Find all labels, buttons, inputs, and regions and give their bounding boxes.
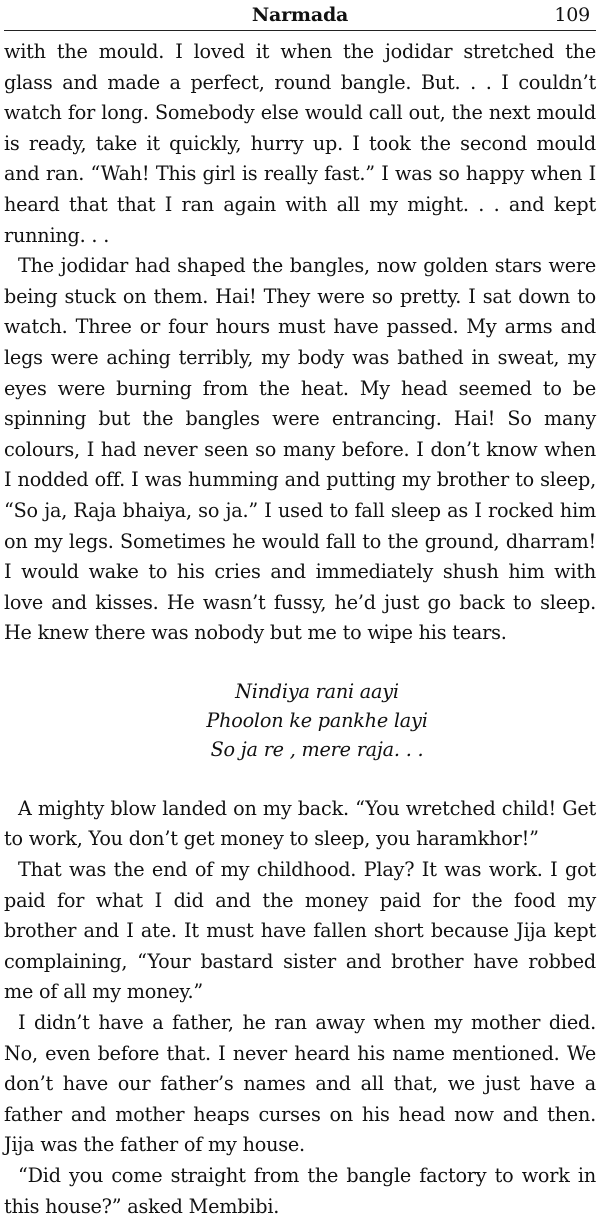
paragraph: A mighty blow landed on my back. “You wretched child! Get to work, You don’t get money to sleep, you haramkhor!” (4, 796, 596, 851)
running-head: Narmada (251, 4, 349, 26)
page-header (4, 0, 596, 31)
paragraph: I didn’t have a father, he ran away when my mother died. No, even before that. I never heard his name mentioned. We don’t have our father’s names and all that, we just have a father and mother heaps curses on his head now and then. Jija was the father of my house. (4, 1011, 596, 1157)
verse (4, 677, 596, 764)
verse-line: Nindiya rani aayi (235, 679, 399, 703)
paragraph: The jodidar had shaped the bangles, now golden stars were being stuck on them. Hai! They were so pretty. I sat down to watch. Three or four hours must have passed. My arms and legs were aching terribly, my body was bathed in sweat, my eyes were burning from the heat. My head seemed to be spinning but the bangles were entrancing. Hai! So many colours, I had never seen so many before. I don’t know when I nodded off. I was humming and putting my brother to sleep, “So ja, Raja bhaiya, so ja.” I used to fall sleep as I rocked him on my legs. Sometimes he would fall to the ground, dharram! I would wake to his cries and immediately shush him with love and kisses. He wasn’t fussy, he’d just go back to sleep. He knew there was nobody but me to wipe his tears. (4, 254, 596, 645)
page-number: 109 (554, 4, 590, 26)
body-text (4, 37, 596, 1222)
verse-line: So ja re , mere raja. . . (210, 737, 424, 761)
paragraph: with the mould. I loved it when the jodidar stretched the glass and made a perfect, round bangle. But. . . I couldn’t watch for long. Somebody else would call out, the next mould is ready, take it quickly, hurry up. I took the second mould and ran. “Wah! This girl is really fast.” I was so happy when I heard that that I ran again with all my might. . . and kept running. . . (4, 40, 596, 247)
paragraph: That was the end of my childhood. Play? It was work. I got paid for what I did and the money paid for the food my brother and I ate. It must have fallen short because Jija kept complaining, “Your bastard sister and brother have robbed me of all my money.” (4, 858, 596, 1004)
verse-line: Phoolon ke pankhe layi (206, 708, 428, 732)
paragraph: “Did you come straight from the bangle factory to work in this house?” asked Membibi. (4, 1164, 596, 1218)
